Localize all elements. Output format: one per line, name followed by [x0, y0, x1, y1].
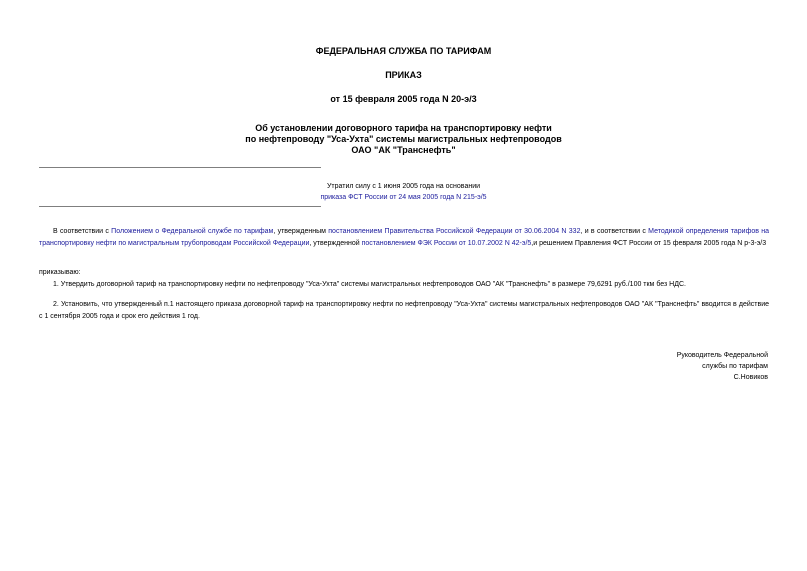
title-line-2: по нефтепроводу "Уса-Ухта" системы магистральных нефтепроводов — [245, 134, 562, 144]
agency-name: ФЕДЕРАЛЬНАЯ СЛУЖБА ПО ТАРИФАМ — [315, 46, 492, 56]
title-line-3: ОАО "АК "Транснефть" — [351, 145, 456, 155]
link-fek-decree[interactable]: постановлением ФЭК России от 10.07.2002 N 42-э/5 — [361, 240, 532, 247]
link-government-decree[interactable]: постановлением Правительства Российской Федерации от 30.06.2004 N 332 — [328, 228, 581, 235]
order-item-2: 2. Установить, что утвержденный п.1 настоящего приказа договорной тариф на транспортировку нефти по нефтепроводу "Уса-Ухта" системы магистральных нефтепроводов ОАО "АК "Транснефть" вводится в действие с 1 сентября 2005 года и срок его действия 1 год. — [39, 301, 769, 320]
signature-line-2: службы по тарифам — [702, 363, 768, 370]
preamble-text-3: , и в соответствии с — [580, 228, 649, 235]
link-methodology[interactable]: Методикой определения тарифов на транспортировку нефти по магистральным трубопроводам Российской Федерации — [39, 228, 770, 247]
preamble-text-4: , утвержденной — [309, 240, 362, 247]
preamble-text-5: ,и решением Правления ФСТ России от 15 февраля 2005 года N р-3-э/3 — [531, 240, 767, 247]
status-note-text: Утратил силу с 1 июня 2005 года на основании — [326, 183, 481, 190]
order-item-1: 1. Утвердить договорной тариф на транспортировку нефти по нефтепроводу "Уса-Ухта" системы магистральных нефтепроводов ОАО "АК "Транснефть" в размере 79,6291 руб./100 ткм без НДС. — [53, 281, 686, 288]
divider-top — [39, 167, 321, 168]
preamble-paragraph — [39, 226, 769, 250]
order-word: приказываю: — [39, 269, 81, 276]
divider-bottom — [39, 206, 321, 207]
status-note — [0, 181, 807, 203]
doc-date: от 15 февраля 2005 года N 20-э/3 — [330, 94, 477, 104]
doc-title — [0, 123, 807, 156]
signature-block — [568, 350, 768, 383]
link-fst-regulation[interactable]: Положением о Федеральной службе по тарифам — [111, 228, 274, 235]
doc-type: ПРИКАЗ — [385, 70, 422, 80]
signature-name: С.Новиков — [733, 374, 768, 381]
signature-line-1: Руководитель Федеральной — [676, 352, 768, 359]
preamble-text-2: , утвержденным — [273, 228, 329, 235]
title-line-1: Об установлении договорного тарифа на транспортировку нефти — [255, 123, 552, 133]
status-note-link[interactable]: приказа ФСТ России от 24 мая 2005 года N 215-э/5 — [320, 194, 487, 201]
preamble-text-1: В соответствии с — [53, 228, 112, 235]
